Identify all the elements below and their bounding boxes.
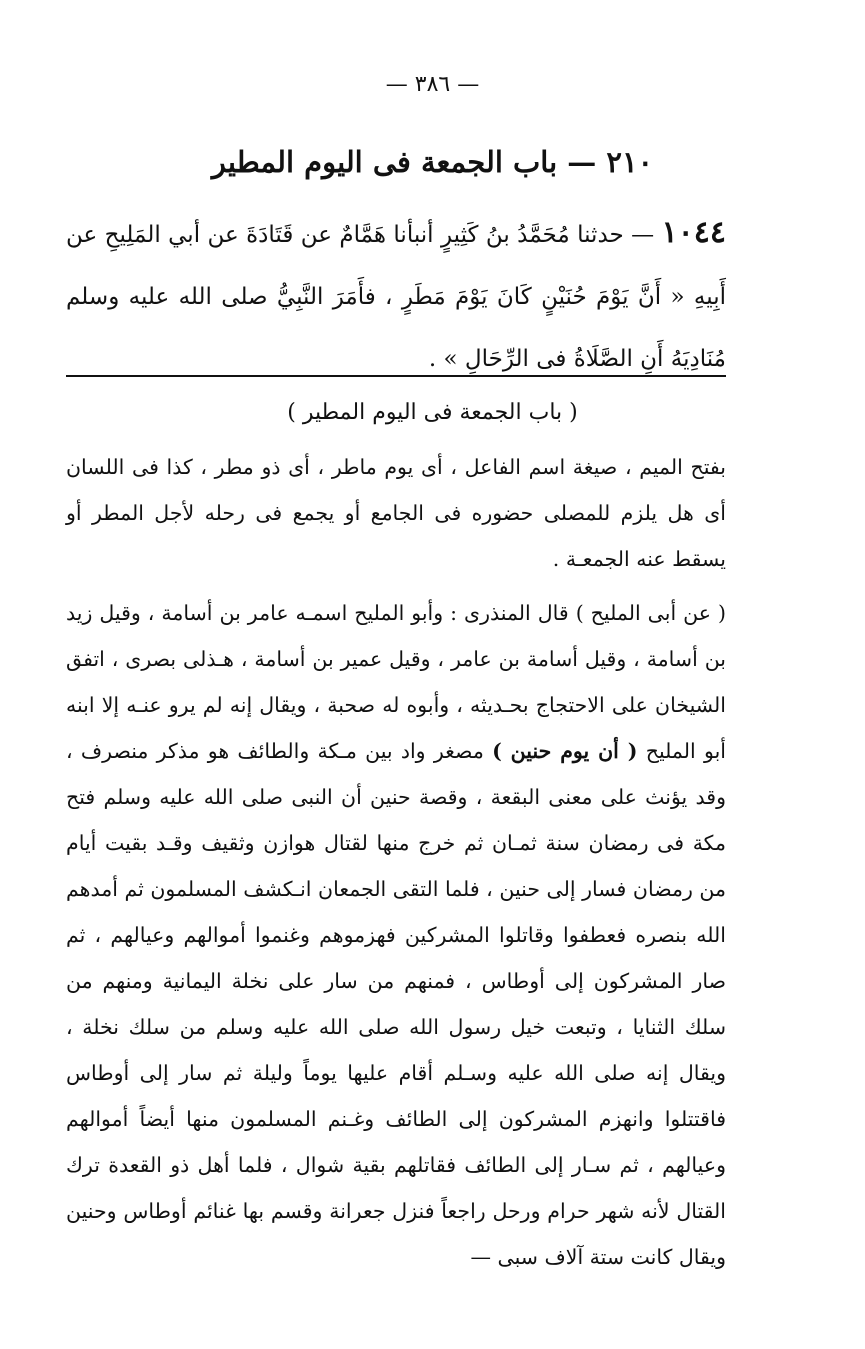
hadith-body: — حدثنا مُحَمَّدُ بنُ كَثِيرٍ أنبأنا هَمَّامٌ عن قَتَادَةَ عن أبي المَلِيحِ عن أَبِيهِ « أَنَّ يَوْمَ حُنَيْنٍ كَانَ يَوْمَ مَطَرٍ ، فأَمَرَ النَّبِيُّ صلى الله عليه وسلم مُنَادِيَهُ أَنِ الصَّلَاةُ فى الرِّحَالِ » . (66, 222, 726, 372)
hadith-number: ١٠٤٤ (661, 215, 726, 250)
commentary-paragraph-2 (66, 590, 726, 1280)
commentary-text-part-b: مصغر واد بين مـكة والطائف هو مذكر منصرف ، وقد يؤنث على معنى البقعة ، وقصة حنين أن النبى صلى الله عليه وسلم فتح مكة فى رمضان سنة ثمـان ثم خرج منها لقتال هوازن وثقيف وقـد بقيت أيام من رمضان فسار إلى حنين ، فلما التقى الجمعان انـكشف المسلمون ثم أمدهم الله بنصره فعطفوا وقاتلوا المشركين فهزموهم وغنموا أموالهم وعيالهم ، ثم صار المشركون إلى أوطاس ، فمنهم من سار على نخلة اليمانية ومنهم من سلك الثنايا ، وتبعت خيل رسول الله صلى الله عليه وسلم من سلك نخلة ، ويقال إنه صلى الله عليه وسـلم أقام عليها يوماً وليلة ثم سار إلى أوطاس فاقتتلوا وانهزم المشركون إلى الطائف وغـنم المسلمون منها أيضاً أموالهم وعيالهم ، ثم سـار إلى الطائف فقاتلهم بقية شوال ، فلما أهل ذو القعدة ترك القتال لأنه شهر حرام ورحل راجعاً فنزل جعرانة وقسم بها غنائم أوطاس وحنين ويقال كانت ستة آلاف سبى — (66, 739, 726, 1269)
chapter-title: ٢١٠ — باب الجمعة فى اليوم المطير (211, 145, 654, 179)
page-number: — ٣٨٦ — (385, 72, 480, 97)
commentary-paragraph-1: بفتح الميم ، صيغة اسم الفاعل ، أى يوم ماطر ، أى ذو مطر ، كذا فى اللسان أى هل يلزم للمصلى حضوره فى الجامع أو يجمع فى رحله لأجل المطر أو يسقط عنه الجمعـة . (66, 455, 726, 571)
commentary-text-part-a: قال المنذرى : وأبو المليح اسمـه عامر بن أسامة ، وقيل زيد بن أسامة ، وقيل أسامة بن عامر ، وقيل عمير بن أسامة ، هـذلى بصرى ، اتفق الشيخان على الاحتجاج بحـديثه ، وأبوه له صحبة ، ويقال إنه لم يرو عنـه إلا ابنه أبو المليح (66, 601, 726, 763)
section-divider (66, 375, 726, 377)
commentary-title: ( باب الجمعة فى اليوم المطير ) (287, 400, 578, 425)
quoted-lemma-yawm-hunayn: ( أن يوم حنين ) (492, 739, 638, 763)
quoted-lemma-abi-al-malih: ( عن أبى المليح ) (575, 601, 726, 625)
hadith-text (66, 202, 726, 390)
